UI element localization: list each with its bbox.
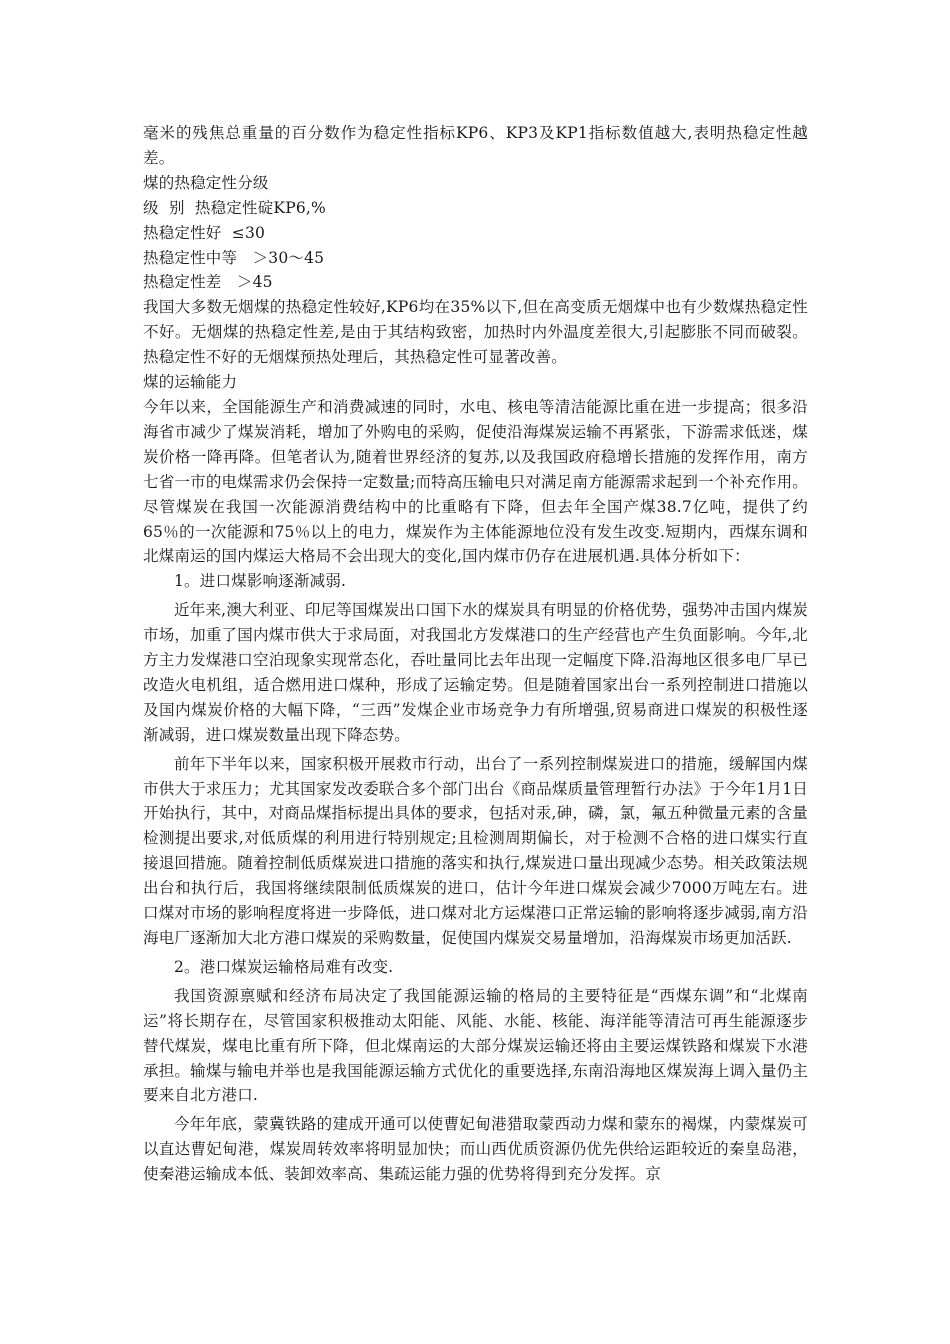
grading-row-poor: 热稳定性差 ＞45	[143, 273, 273, 292]
paragraph-energy-transport-pattern: 我国资源禀赋和经济布局决定了我国能源运输的格局的主要特征是“西煤东调”和“北煤南运”将长期存在，尽管国家积极推动太阳能、风能、水能、核能、海洋能等清洁可再生能源逐步替代煤炭，煤电比重有所下降，但北煤南运的大部分煤炭运输还将由主要运煤铁路和煤炭下水港承担。输煤与输电并举也是我国能源运输方式优化的重要选择,东南沿海地区煤炭海上调入量仍主要来自北方港口.	[143, 986, 808, 1105]
subheading-import-coal: 1。进口煤影响逐渐减弱.	[174, 572, 347, 591]
paragraph-anthracite-stability: 我国大多数无烟煤的热稳定性较好,KP6均在35%以下,但在高变质无烟煤中也有少数煤热稳定性不好。无烟煤的热稳定性差,是由于其结构致密，加热时内外温度差很大,引起膨胀不同而破裂。热稳定性不好的无烟煤预热处理后，其热稳定性可显著改善。	[143, 298, 808, 367]
grading-row-good: 热稳定性好 ≤30	[143, 223, 266, 242]
document-page	[143, 121, 808, 1187]
grading-row-medium: 热稳定性中等 ＞30～45	[143, 248, 325, 267]
paragraph-import-control-measures: 前年下半年以来，国家积极开展救市行动，出台了一系列控制煤炭进口的措施，缓解国内煤市供大于求压力；尤其国家发改委联合多个部门出台《商品煤质量管理暂行办法》于今年1月1日开始执行，其中，对商品煤指标提出具体的要求，包括对汞,砷，磷，氯，氟五种微量元素的含量检测提出要求,对低质煤的利用进行特别规定;且检测周期偏长，对于检测不合格的进口煤实行直接退回措施。随着控制低质煤炭进口措施的落实和执行,煤炭进口量出现减少态势。相关政策法规出台和执行后，我国将继续限制低质煤炭的进口，估计今年进口煤炭会减少7000万吨左右。进口煤对市场的影响程度将进一步降低，进口煤对北方运煤港口正常运输的影响将逐步减弱,南方沿海电厂逐渐加大北方港口煤炭的采购数量，促使国内煤炭交易量增加，沿海煤炭市场更加活跃.	[143, 754, 808, 947]
heading-thermal-stability-grading: 煤的热稳定性分级	[143, 173, 269, 192]
grading-table-header: 级 别 热稳定性碇KP6,%	[143, 198, 326, 217]
paragraph-mengji-railway: 今年年底，蒙冀铁路的建成开通可以使曹妃甸港猎取蒙西动力煤和蒙东的褐煤，内蒙煤炭可以直达曹妃甸港，煤炭周转效率将明显加快；而山西优质资源仍优先供给运距较近的秦皇岛港，使秦港运输成本低、装卸效率高、集疏运能力强的优势将得到充分发挥。京	[143, 1115, 808, 1184]
paragraph-kp-indicator: 毫米的残焦总重量的百分数作为稳定性指标KP6、KP3及KP1指标数值越大,表明热稳定性越差。	[143, 124, 808, 167]
subheading-port-transport-pattern: 2。港口煤炭运输格局难有改变.	[174, 957, 394, 976]
paragraph-transport-overview: 今年以来，全国能源生产和消费减速的同时，水电、核电等清洁能源比重在进一步提高；很多沿海省市减少了煤炭消耗，增加了外购电的采购，促使沿海煤炭运输不再紧张，下游需求低迷，煤炭价格一降再降。但笔者认为,随着世界经济的复苏,以及我国政府稳增长措施的发挥作用，南方七省一市的电煤需求仍会保持一定数量;而特高压输电只对满足南方能源需求起到一个补充作用。尽管煤炭在我国一次能源消费结构中的比重略有下降，但去年全国产煤38.7亿吨，提供了约65％的一次能源和75％以上的电力，煤炭作为主体能源地位没有发生改变.短期内，西煤东调和北煤南运的国内煤运大格局不会出现大的变化,国内煤市仍存在进展机遇.具体分析如下：	[143, 397, 808, 566]
heading-coal-transport-capacity: 煤的运输能力	[143, 373, 238, 392]
paragraph-import-coal-advantage: 近年来,澳大利亚、印尼等国煤炭出口国下水的煤炭具有明显的价格优势，强势冲击国内煤炭市场，加重了国内煤市供大于求局面，对我国北方发煤港口的生产经营也产生负面影响。今年,北方主力发煤港口空泊现象实现常态化，吞吐量同比去年出现一定幅度下降.沿海地区很多电厂早已改造火电机组，适合燃用进口煤种，形成了运输定势。但是随着国家出台一系列控制进口措施以及国内煤炭价格的大幅下降，“三西”发煤企业市场竞争力有所增强,贸易商进口煤炭的积极性逐渐减弱，进口煤炭数量出现下降态势。	[143, 601, 808, 744]
